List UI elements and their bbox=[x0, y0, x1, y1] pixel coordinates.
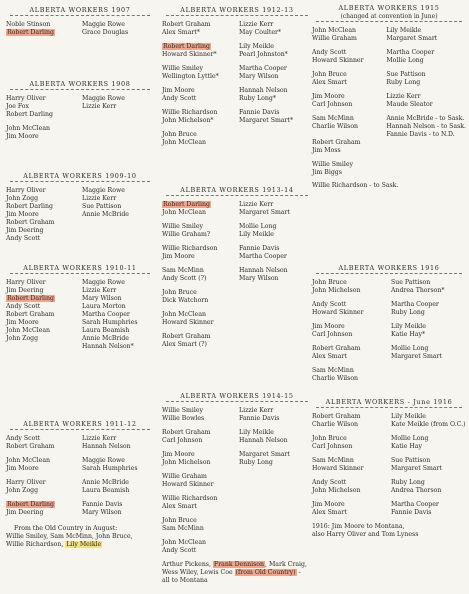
worker-name: Ruby Long bbox=[239, 459, 273, 466]
note-text: , Mark Craig, bbox=[265, 561, 307, 568]
worker-name: Annie McBride bbox=[82, 335, 129, 342]
worker-name: Sam McMinn bbox=[162, 525, 204, 532]
worker-name: Robert Graham bbox=[6, 311, 55, 318]
note-line: Willie Richardson - to Sask. bbox=[312, 182, 399, 189]
section-subtitle: (changed at convention in June) bbox=[316, 13, 462, 22]
worker-name: Laura Morton bbox=[82, 303, 126, 310]
note-text: - bbox=[296, 569, 301, 576]
note-line: also Harry Oliver and Tom Lyness bbox=[312, 531, 419, 538]
worker-name: Fannie Davis bbox=[239, 415, 280, 422]
worker-name bbox=[239, 319, 312, 327]
worker-name: Hannah Nelson - to Sask. bbox=[386, 123, 466, 130]
worker-name: Lizzie Kerr bbox=[239, 201, 274, 208]
worker-name bbox=[391, 367, 466, 375]
worker-name: Jim Moore bbox=[162, 451, 195, 458]
worker-name: Willie Graham? bbox=[162, 231, 211, 238]
worker-name: Hannah Nelson bbox=[239, 267, 288, 274]
worker-name: Alex Smart bbox=[312, 79, 347, 86]
worker-name bbox=[239, 333, 312, 341]
worker-name bbox=[82, 227, 154, 235]
worker-name bbox=[239, 517, 312, 525]
worker-name: Alex Smart bbox=[312, 509, 347, 516]
worker-name bbox=[82, 111, 154, 119]
worker-name: Jim Deering bbox=[6, 227, 44, 234]
worker-name: Jim Moore bbox=[6, 319, 39, 326]
worker-name: Laura Beamish bbox=[82, 487, 130, 494]
worker-name: Jim Deering bbox=[6, 509, 44, 516]
worker-name: Fannie Davis bbox=[82, 501, 123, 508]
worker-name: Jim Moore bbox=[162, 253, 195, 260]
worker-name: Carl Johnson bbox=[312, 331, 353, 338]
worker-name bbox=[6, 343, 78, 351]
worker-name: Willie Richardson bbox=[162, 245, 218, 252]
worker-name: John Zogg bbox=[6, 195, 39, 202]
worker-name: Lizzie Kerr bbox=[239, 407, 274, 414]
worker-name bbox=[239, 539, 312, 547]
worker-name: Margaret Smart bbox=[239, 209, 290, 216]
section-title: ALBERTA WORKERS 1909-10 bbox=[10, 172, 150, 182]
worker-name: Andy Scott bbox=[312, 301, 347, 308]
worker-name: Fannie Davis bbox=[239, 245, 280, 252]
worker-name bbox=[386, 161, 466, 169]
worker-name: Andrea Thorson bbox=[391, 487, 442, 494]
worker-name: Willie Bowles bbox=[162, 415, 205, 422]
worker-name: Fannie Davis - to N.D. bbox=[386, 131, 455, 138]
worker-name: Jim Moore bbox=[6, 133, 39, 140]
worker-name: John Bruce bbox=[162, 289, 197, 296]
worker-name: Andy Scott bbox=[6, 235, 41, 242]
worker-name: Jim Moore bbox=[312, 323, 345, 330]
worker-name: Mollie Long bbox=[391, 435, 429, 442]
worker-name: Alex Smart (?) bbox=[162, 341, 207, 348]
worker-name: Andy Scott bbox=[312, 479, 347, 486]
worker-name: Lily Meikle bbox=[239, 231, 274, 238]
worker-name: Robert Graham bbox=[312, 413, 361, 420]
worker-name: John Zogg bbox=[6, 335, 39, 342]
worker-name: Sarah Humphries bbox=[82, 319, 138, 326]
worker-name: Robert Graham bbox=[6, 219, 55, 226]
worker-name bbox=[82, 133, 154, 141]
worker-name: Harry Oliver bbox=[6, 279, 46, 286]
section-title: ALBERTA WORKERS 1915 bbox=[338, 4, 440, 12]
worker-name: John McClean bbox=[6, 125, 50, 132]
worker-name: Katie Hay bbox=[391, 443, 422, 450]
worker-name: Lizzie Kerr bbox=[82, 195, 117, 202]
worker-name: Andy Scott bbox=[162, 95, 197, 102]
worker-name: John McClean bbox=[162, 311, 206, 318]
worker-name: John McClean bbox=[312, 27, 356, 34]
worker-name: Hannah Nelson* bbox=[82, 343, 134, 350]
worker-name: Pearl Johnston* bbox=[239, 51, 288, 58]
worker-name: Willie Graham bbox=[162, 473, 207, 480]
note-highlight: (from Old Country) bbox=[235, 569, 296, 576]
worker-name: Margaret Smart bbox=[391, 353, 442, 360]
worker-name bbox=[239, 311, 312, 319]
worker-name: Martha Cooper bbox=[82, 311, 130, 318]
worker-name: Willie Smiley bbox=[312, 161, 354, 168]
worker-name: John McClean bbox=[162, 209, 206, 216]
worker-name: Kate Meikle (from O.C.) bbox=[391, 421, 466, 428]
worker-name: Martha Cooper bbox=[391, 501, 439, 508]
worker-name bbox=[386, 147, 466, 155]
worker-name: Ruby Long bbox=[386, 79, 421, 86]
worker-name bbox=[239, 297, 312, 305]
worker-name: Fannie Davis bbox=[239, 109, 280, 116]
worker-name: Sam McMinn bbox=[312, 457, 354, 464]
worker-name: Harry Oliver bbox=[6, 479, 46, 486]
worker-name: Lizzie Kerr bbox=[386, 93, 421, 100]
section-1908 bbox=[6, 80, 154, 141]
worker-name: Sam McMinn bbox=[312, 115, 354, 122]
worker-name: Andy Scott bbox=[312, 49, 347, 56]
worker-name bbox=[82, 125, 154, 133]
worker-name: Lily Meikle bbox=[239, 43, 274, 50]
worker-name: John McClean bbox=[6, 457, 50, 464]
worker-name: Sue Pattison bbox=[391, 279, 431, 286]
worker-name: Willie Smiley bbox=[162, 223, 204, 230]
worker-name: John Michelson bbox=[312, 487, 361, 494]
worker-name: Sarah Humphries bbox=[82, 465, 138, 472]
worker-name: Jim Moore bbox=[6, 465, 39, 472]
worker-name: Robert Darling bbox=[6, 203, 53, 210]
section-1909-10 bbox=[6, 172, 154, 243]
worker-name: Katie Hay* bbox=[391, 331, 426, 338]
worker-name: Margaret Smart bbox=[386, 35, 438, 42]
worker-name bbox=[239, 131, 312, 139]
note-line: all to Montana bbox=[162, 577, 208, 584]
note-text: Wess Wiley, Lewis Coe bbox=[162, 569, 235, 576]
worker-name: Margaret Smart bbox=[239, 451, 290, 458]
note-highlight: Frank Dennison bbox=[213, 561, 265, 568]
worker-name: Maggie Rowe bbox=[82, 457, 125, 464]
worker-name: John Bruce bbox=[312, 279, 347, 286]
worker-name: Carl Johnson bbox=[312, 101, 353, 108]
section-1912-13 bbox=[162, 6, 312, 147]
worker-name: Charlie Wilson bbox=[312, 123, 359, 130]
worker-name: John Bruce bbox=[312, 435, 347, 442]
section-1915 bbox=[312, 4, 466, 190]
note-text: Willie Richardson, bbox=[6, 541, 66, 548]
worker-name: Margaret Smart bbox=[391, 465, 442, 472]
worker-name: Robert Graham bbox=[162, 429, 211, 436]
worker-name: Charlie Wilson bbox=[312, 375, 359, 382]
note-line bbox=[162, 561, 312, 569]
worker-name: Howard Skinner bbox=[162, 481, 214, 488]
worker-name: Maggie Rowe bbox=[82, 95, 125, 102]
worker-name: Jim Deering bbox=[6, 287, 44, 294]
section-title: ALBERTA WORKERS 1913-14 bbox=[166, 186, 308, 196]
worker-name: John Bruce bbox=[312, 71, 347, 78]
worker-name: Alex Smart bbox=[312, 353, 347, 360]
worker-name: John Michelson bbox=[312, 287, 361, 294]
worker-name bbox=[312, 131, 382, 139]
worker-name: Jim Moss bbox=[312, 147, 341, 154]
worker-name: Mary Wilson bbox=[239, 73, 279, 80]
section-1911-12 bbox=[6, 420, 154, 549]
worker-name: Robert Graham bbox=[312, 139, 361, 146]
worker-name: Willie Richardson bbox=[162, 109, 218, 116]
section-title: ALBERTA WORKERS 1907 bbox=[10, 6, 150, 16]
worker-name: Grace Douglas bbox=[82, 29, 129, 36]
worker-name: Hannah Nelson bbox=[82, 443, 131, 450]
worker-name: Mollie Long bbox=[239, 223, 277, 230]
worker-name-highlighted: Robert Darling bbox=[163, 43, 210, 50]
worker-name: Lily Meikle bbox=[386, 27, 422, 34]
section-1913-14 bbox=[162, 186, 312, 349]
worker-name: John McClean bbox=[162, 539, 206, 546]
section-title: ALBERTA WORKERS 1912-13 bbox=[166, 6, 308, 16]
worker-name: Jim Moore bbox=[162, 87, 195, 94]
worker-name: Maggie Rowe bbox=[82, 21, 125, 28]
worker-name bbox=[239, 289, 312, 297]
worker-name: Joe Fox bbox=[6, 103, 30, 110]
worker-name: Ruby Long bbox=[391, 479, 425, 486]
worker-name: John Zogg bbox=[6, 487, 39, 494]
worker-name bbox=[239, 481, 312, 489]
worker-name: Andy Scott bbox=[6, 435, 41, 442]
worker-name: Noble Stinson bbox=[6, 21, 51, 28]
worker-name: Jim Moore bbox=[6, 211, 39, 218]
worker-name: Sue Pattison bbox=[391, 457, 431, 464]
worker-name: Mary Wilson bbox=[82, 509, 122, 516]
worker-name: Fannie Davis bbox=[391, 509, 432, 516]
worker-name bbox=[239, 139, 312, 147]
section-title: ALBERTA WORKERS 1910-11 bbox=[10, 264, 150, 274]
worker-name: Sue Pattison bbox=[386, 71, 426, 78]
section-1907 bbox=[6, 6, 154, 37]
worker-name: Maggie Rowe bbox=[82, 279, 125, 286]
section-1910-11 bbox=[6, 264, 154, 351]
worker-name: Andy Scott (?) bbox=[162, 275, 207, 282]
worker-name: John McClean bbox=[6, 327, 50, 334]
worker-name bbox=[82, 219, 154, 227]
worker-name: Annie McBride - to Sask. bbox=[386, 115, 465, 122]
worker-name bbox=[239, 341, 312, 349]
section-title: ALBERTA WORKERS 1908 bbox=[10, 80, 150, 90]
worker-name bbox=[239, 473, 312, 481]
worker-name bbox=[239, 525, 312, 533]
worker-name bbox=[386, 169, 466, 177]
worker-name-highlighted: Robert Darling bbox=[7, 29, 54, 36]
worker-name: Sam McMinn bbox=[312, 367, 354, 374]
worker-name: Willie Smiley bbox=[162, 65, 204, 72]
worker-name: Martha Cooper bbox=[239, 253, 287, 260]
worker-name: Alex Smart* bbox=[162, 29, 200, 36]
worker-name: Andy Scott bbox=[162, 547, 197, 554]
worker-name: Ruby Long bbox=[391, 309, 425, 316]
worker-name: Hannah Nelson bbox=[239, 437, 288, 444]
worker-name: Laura Beamish bbox=[82, 327, 130, 334]
worker-name: Annie McBride bbox=[82, 479, 129, 486]
worker-name: Lily Meikle bbox=[391, 413, 426, 420]
worker-name: Willie Smiley bbox=[162, 407, 204, 414]
worker-name: Robert Graham bbox=[162, 21, 211, 28]
worker-name: Harry Oliver bbox=[6, 187, 46, 194]
worker-name-highlighted: Robert Darling bbox=[7, 295, 54, 302]
worker-name: John Bruce bbox=[162, 517, 197, 524]
worker-name: Andy Scott bbox=[6, 303, 41, 310]
worker-name: Andrea Thorson* bbox=[391, 287, 445, 294]
worker-name: Jim Moore bbox=[312, 501, 345, 508]
worker-name: Hannah Nelson bbox=[239, 87, 288, 94]
section-title: ALBERTA WORKERS 1914-15 bbox=[166, 392, 308, 402]
worker-name: John McClean bbox=[162, 139, 206, 146]
worker-name: Carl Johnson bbox=[162, 437, 203, 444]
worker-name: Margaret Smart* bbox=[239, 117, 294, 124]
worker-name: Harry Oliver bbox=[6, 95, 46, 102]
worker-name: Mollie Long bbox=[386, 57, 424, 64]
worker-name bbox=[386, 139, 466, 147]
worker-name-highlighted: Robert Darling bbox=[7, 501, 54, 508]
worker-name: Willie Richardson bbox=[162, 495, 218, 502]
worker-name: Lily Meikle bbox=[391, 323, 426, 330]
worker-name: Sue Pattison bbox=[82, 203, 122, 210]
worker-name: Howard Skinner* bbox=[162, 51, 217, 58]
worker-name: Lily Meikle bbox=[239, 429, 274, 436]
worker-name: Sam McMinn bbox=[162, 267, 204, 274]
worker-name: Howard Skinner bbox=[312, 57, 364, 64]
worker-name: Howard Skinner bbox=[162, 319, 214, 326]
worker-name: Mollie Long bbox=[391, 345, 429, 352]
worker-name: Lizzie Kerr bbox=[82, 103, 117, 110]
note-line: Willie Smiley, Sam McMinn, John Bruce, bbox=[6, 533, 133, 540]
worker-name bbox=[239, 547, 312, 555]
note-highlight: Lily Meikle bbox=[66, 541, 102, 548]
worker-name: Mary Wilson bbox=[82, 295, 122, 302]
worker-name: Mary Wilson bbox=[239, 275, 279, 282]
worker-name: Howard Skinner bbox=[312, 465, 364, 472]
worker-name: Martha Cooper bbox=[386, 49, 435, 56]
worker-name: Robert Darling bbox=[6, 111, 53, 118]
worker-name: John Michelson bbox=[162, 459, 211, 466]
worker-name: Howard Skinner bbox=[312, 309, 364, 316]
worker-name: Lizzie Kerr bbox=[82, 287, 117, 294]
worker-name: Robert Graham bbox=[162, 333, 211, 340]
worker-name: Ruby Long* bbox=[239, 95, 276, 102]
section-1914-15 bbox=[162, 392, 312, 585]
worker-name: Charlie Wilson bbox=[312, 421, 359, 428]
worker-name: Lizzie Kerr bbox=[239, 21, 274, 28]
section-title: ALBERTA WORKERS 1916 bbox=[316, 264, 462, 274]
worker-name: Jim Moore bbox=[312, 93, 345, 100]
worker-name: Annie McBride bbox=[82, 211, 129, 218]
worker-name: Dick Watchorn bbox=[162, 297, 209, 304]
worker-name: Jim Biggs bbox=[312, 169, 342, 176]
worker-name: Carl Johnson bbox=[312, 443, 353, 450]
note-text: Arthur Pickens, bbox=[162, 561, 213, 568]
worker-name: Robert Graham bbox=[312, 345, 361, 352]
worker-name: Maggie Rowe bbox=[82, 187, 125, 194]
note-line: From the Old Country in August: bbox=[14, 525, 118, 532]
worker-name: Wellington Lyttle* bbox=[162, 73, 219, 80]
worker-name: Lizzie Kerr bbox=[82, 435, 117, 442]
section-1916 bbox=[312, 264, 466, 383]
worker-name: Maude Sleator bbox=[386, 101, 433, 108]
worker-name: Martha Cooper bbox=[391, 301, 439, 308]
section-title: ALBERTA WORKERS 1911-12 bbox=[10, 420, 150, 430]
worker-name: May Coulter* bbox=[239, 29, 282, 36]
section-june-1916 bbox=[312, 398, 466, 539]
worker-name: Willie Graham bbox=[312, 35, 357, 42]
worker-name-highlighted: Robert Darling bbox=[163, 201, 210, 208]
worker-name bbox=[82, 235, 154, 243]
worker-name bbox=[239, 503, 312, 511]
worker-name: John Michelson* bbox=[162, 117, 214, 124]
worker-name bbox=[391, 375, 466, 383]
worker-name: Robert Graham bbox=[6, 443, 55, 450]
note-line bbox=[162, 569, 312, 577]
note-line bbox=[6, 541, 154, 549]
worker-name: Martha Cooper bbox=[239, 65, 287, 72]
section-title: ALBERTA WORKERS - June 1916 bbox=[316, 398, 462, 408]
note-line: 1916: Jim Moore to Montana, bbox=[312, 523, 405, 530]
worker-name: John Bruce bbox=[162, 131, 197, 138]
worker-name: Alex Smart bbox=[162, 503, 197, 510]
worker-name bbox=[239, 495, 312, 503]
